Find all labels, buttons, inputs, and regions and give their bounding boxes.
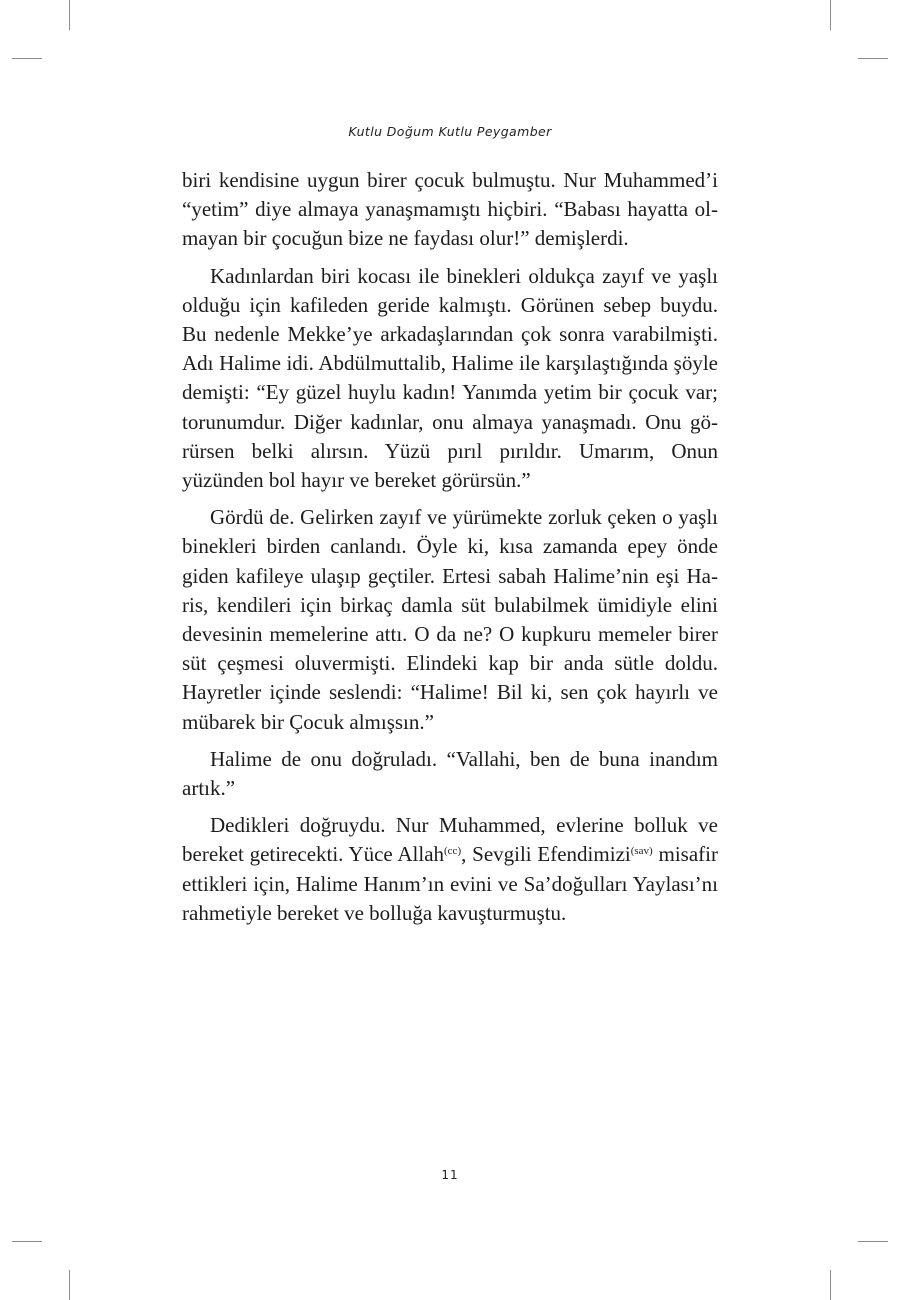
page-number: 11: [441, 1168, 459, 1182]
crop-mark-top-left-horizontal: [12, 58, 42, 59]
crop-mark-top-left: [69, 0, 70, 30]
paragraph-5: [182, 811, 718, 928]
paragraph-5-part-3: misafir ettikleri için, Halime Hanım’ın evini ve Sa’doğulları Yaylası’nı rahmetiyle bereket ve bolluğa kavuşturmuştu.: [182, 842, 718, 925]
crop-mark-top-right: [830, 0, 831, 30]
paragraph-2: Kadınlardan biri kocası ile binekleri oldukça zayıf ve yaşlı olduğu için kafileden geride kalmıştı. Görünen sebep buydu. Bu nedenle Mekke’ye arkadaşlarından çok sonra varabilmişti. Adı Halime idi. Abdülmuttalib, Halime ile karşılaştığında şöyle demişti: “Ey güzel huylu kadın! Yanımda yetim bir çocuk var; torunumdur. Diğer kadınlar, onu almaya yanaşmadı. Onu görürsen belki alırsın. Yüzü pırıl pırıldır. Umarım, Onun yüzünden bol hayır ve bereket görürsün.”: [182, 263, 718, 493]
crop-mark-bottom-right: [830, 1270, 831, 1300]
paragraph-1: biri kendisine uygun birer çocuk bulmuştu. Nur Muhammed’i “yetim” diye almaya yanaşmamıştı hiçbiri. “Babası hayatta olmayan bir çocuğun bize ne faydası olur!” demişlerdi.: [182, 168, 718, 251]
crop-mark-bottom-right-horizontal: [858, 1241, 888, 1242]
honorific-sav: (sav): [630, 845, 653, 858]
crop-mark-bottom-left-horizontal: [12, 1241, 42, 1242]
paragraph-5-part-1: Dedikleri doğruydu. Nur Muhammed, evlerine bolluk ve bereket getirecekti. Yüce Allah: [182, 813, 718, 867]
honorific-cc: (cc): [444, 845, 462, 858]
paragraph-4: Halime de onu doğruladı. “Vallahi, ben de buna inandım artık.”: [182, 746, 718, 801]
crop-mark-top-right-horizontal: [858, 58, 888, 59]
paragraph-5-part-2: , Sevgili Efendimizi: [461, 842, 631, 867]
running-head: Kutlu Doğum Kutlu Peygamber: [348, 124, 552, 139]
crop-mark-bottom-left: [69, 1270, 70, 1300]
body-text: [182, 166, 718, 936]
paragraph-3: Gördü de. Gelirken zayıf ve yürümekte zorluk çeken o yaşlı binekleri birden canlandı. Öyle ki, kısa zamanda epey önde giden kafileye ulaşıp geçtiler. Ertesi sabah Halime’nin eşi Haris, kendileri için birkaç damla süt bulabilmek ümidiyle elini devesinin memelerine attı. O da ne? O kupkuru memeler birer süt çeşmesi oluvermişti. Elindeki kap bir anda sütle doldu. Hayretler içinde seslendi: “Halime! Bil ki, sen çok hayırlı ve mübarek bir Çocuk almışsın.”: [182, 505, 718, 734]
